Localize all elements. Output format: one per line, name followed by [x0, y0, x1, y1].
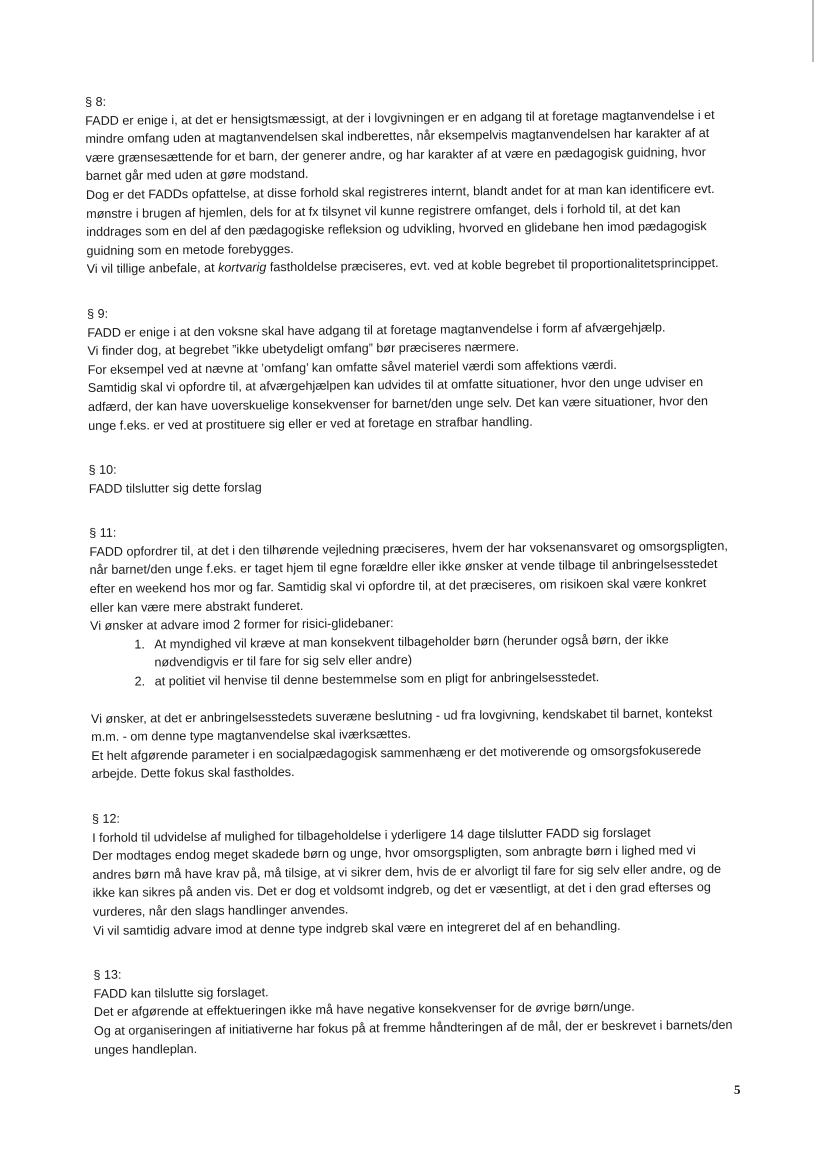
paragraph: I forhold til udvidelse af mulighed for tilbageholdelse i yderligere 14 dage tilslutter FADD sig forslaget — [92, 825, 651, 845]
paragraph: Vi finder dog, at begrebet ”ikke ubetydeligt omfang” bør præciseres nærmere. — [87, 339, 520, 359]
numbered-list — [90, 630, 731, 692]
section-11 — [89, 518, 731, 784]
paragraph: Vi vil samtidig advare imod at denne type indgreb skal være en integreret del af en behandling. — [92, 918, 621, 938]
list-item: 1. At myndighed vil kræve at man konsekvent tilbageholder børn (herunder også børn, der ikke nødvendigvis er til fare for sig selv eller andre) — [148, 630, 730, 673]
emphasized-word: kortvarig — [218, 260, 267, 276]
paragraph: Vi ønsker at advare imod 2 former for risici-glidebaner: — [90, 616, 394, 634]
paragraph: FADD er enige i at den voksne skal have adgang til at foretage magtanvendelse i form af afværgehjælp. — [87, 319, 666, 340]
section-9 — [87, 299, 728, 435]
paragraph: FADD kan tilslutte sig forslaget. — [93, 985, 269, 1001]
page-number: 5 — [734, 1082, 741, 1097]
paragraph: Et helt afgørende parameter i en socialpædagogisk sammenhæng er det motiverende og omsorgsfokuserede arbejde. Dette fokus skal fastholdes. — [91, 742, 702, 782]
section-12 — [92, 804, 733, 940]
section-13 — [93, 960, 734, 1059]
section-10 — [89, 455, 729, 498]
paragraph: FADD tilslutter sig dette forslag — [88, 480, 262, 496]
paragraph: FADD opfordrer til, at det i den tilhørende vejledning præciseres, hvem der har voksenansvaret og omsorgspligten, når barnet/den unge f.eks. er taget hjem til egne forældre eller ikke ønsker at vende tilbage til anbringelsesstedet efter en weekend hos mor og far. Samtidig skal vi opfordre til, at det præciseres, om risikoen skal være konkret eller kan være mere abstrakt funderet. — [89, 538, 728, 615]
paragraph: FADD er enige i, at det er hensigtsmæssigt, at der i lovgivningen er en adgang til at foretage magtanvendelse i et mindre omfang uden at magtanvendelsen skal indberettes, når eksempelvis magtanvendelsen har karakter af at være grænsesættende for et barn, der generer andre, og har karakter af at være en pædagogisk guidning, hvor barnet går med uden at gøre modstand. — [85, 107, 715, 184]
paragraph-text: Vi vil tillige anbefale, at — [86, 261, 219, 277]
section-heading: § 12: — [91, 811, 121, 826]
list-item: 2. at politiet vil henvise til denne bestemmelse som en pligt for anbringelsesstedet. — [149, 667, 731, 691]
section-heading: § 13: — [93, 967, 122, 983]
paragraph: For eksempel ved at nævne at ’omfang’ kan omfatte såvel materiel værdi som affektions værdi. — [87, 357, 617, 377]
document-body — [85, 87, 734, 1085]
paragraph: Samtidig skal vi opfordre til, at afværgehjælpen kan udvides til at omfatte situationer, hvor den unge udviser en adfærd, der kan have uoverskuelige konsekvenser for barnet/den unge selv. Det kan være situationer, hvor den unge f.eks. er ved at prostituere sig eller er ved at foretage en strafbar handling. — [87, 375, 709, 433]
section-heading: § 9: — [87, 306, 109, 321]
section-heading: § 10: — [88, 462, 117, 478]
paragraph: Dog er det FADDs opfattelse, at disse forhold skal registreres internt, blandt andet for at man kan identificere evt. mønstre i brugen af hjemlen, dels for at fx tilsynet vil kunne registrere omfanget, dels i forhold til, at det kan inddrages som en del af den pædagogiske refleksion og udvikling, hvorved en glidebane hen imod pædagogisk guidning som en metode forebygges. — [85, 181, 715, 258]
page-edge-line — [812, 0, 814, 62]
section-heading: § 11: — [89, 526, 117, 541]
paragraph: Og at organiseringen af initiativerne har fokus på at fremme håndteringen af de mål, der er beskrevet i barnets/den unges handleplan. — [93, 1017, 733, 1057]
section-8 — [85, 87, 727, 279]
paragraph: Det er afgørende at effektueringen ikke må have negative konsekvenser for de øvrige børn/unge. — [93, 1000, 635, 1020]
paragraph: Vi ønsker, at det er anbringelsesstedets suveræne beslutning - ud fra lovgivning, kendskabet til barnet, kontekst m.m. - om denne type magtanvendelse skal iværksættes. — [90, 705, 713, 745]
paragraph-text: fastholdelse præciseres, evt. ved at koble begrebet til proportionalitetsprincippet. — [266, 256, 719, 275]
paragraph: Der modtages endog meget skadede børn og unge, hvor omsorgspligten, som anbragte børn i lighed med vi andres børn må have krav på, må tilsige, at vi sikrer dem, hvis de er alvorligt til fare for sig selv eller andre, og de ikke kan sikres på anden vis. Det er dog et voldsomt indgreb, og det er væsentligt, at det i den grad efterses og vurderes, når den slags handlinger anvendes. — [92, 843, 722, 919]
section-heading: § 8: — [85, 94, 107, 109]
